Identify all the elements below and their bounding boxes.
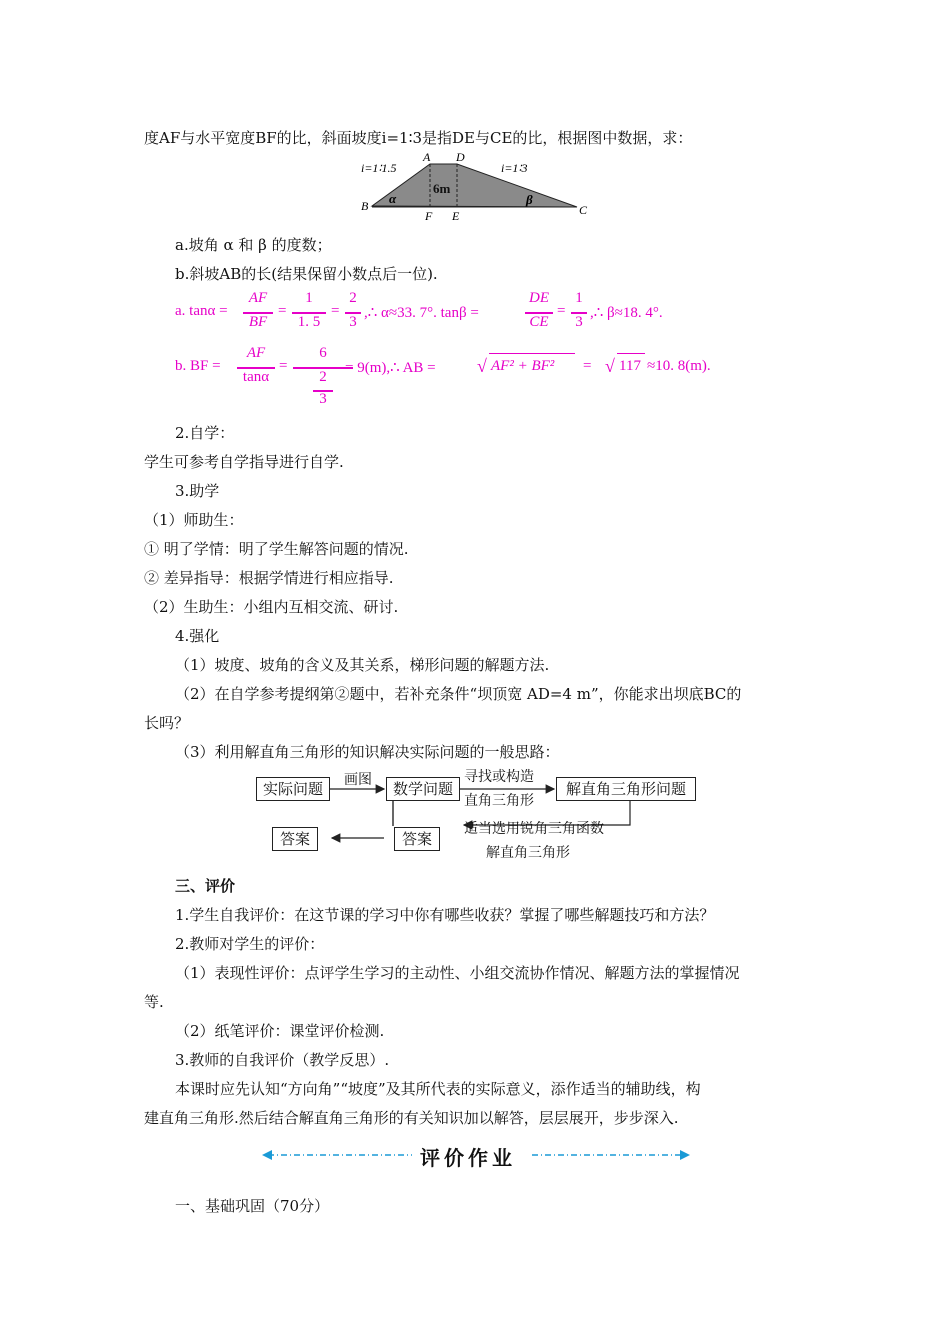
question-a: a.坡角 α 和 β 的度数； xyxy=(175,236,332,254)
step-2-heading: 2.自学： xyxy=(175,424,235,442)
label-height: 6m xyxy=(433,181,451,196)
label-b: B xyxy=(361,199,369,213)
dam-cross-section-diagram xyxy=(355,150,595,222)
sqrt-117: 117 xyxy=(619,358,641,374)
flowchart xyxy=(250,768,710,861)
answer-a-prefix: a. tanα = xyxy=(175,303,228,319)
label-slope-left: i=1∶1.5 xyxy=(361,161,397,175)
eval-item2a-line2: 等. xyxy=(144,993,164,1011)
eval-item2: 2.教师对学生的评价： xyxy=(175,935,325,953)
step-3-heading: 3.助学 xyxy=(175,482,220,500)
label-d: D xyxy=(456,150,465,164)
step-3-item1: ① 明了学情：明了学生解答问题的情况. xyxy=(144,540,409,558)
sqrt-af-bf: AF² + BF² xyxy=(491,358,555,374)
eval-item3: 3.教师的自我评价（教学反思）. xyxy=(175,1051,390,1069)
frac-ce: CE xyxy=(529,314,549,330)
label-find-construct: 寻找或构造 xyxy=(464,769,534,785)
answer-a-end: ,∴ β≈18. 4°. xyxy=(590,305,663,321)
label-draw: 画图 xyxy=(344,772,372,788)
eval-item2a-line1: （1）表现性评价：点评学生学习的主动性、小组交流协作情况、解题方法的掌握情况 xyxy=(175,964,740,982)
frac-1b: 1 xyxy=(575,290,583,306)
frac-bf: BF xyxy=(248,314,268,330)
summary-line2: 建直角三角形.然后结合解直角三角形的有关知识加以解答，层层展开，步步深入. xyxy=(144,1109,679,1127)
frac-6: 6 xyxy=(319,345,327,361)
summary-line1: 本课时应先认知“方向角”“坡度”及其所代表的实际意义，添作适当的辅助线，构 xyxy=(175,1080,701,1098)
label-f: F xyxy=(425,209,433,222)
label-c: C xyxy=(579,203,588,217)
homework-banner xyxy=(262,1140,690,1170)
label-beta: β xyxy=(526,192,533,207)
banner-title: 评价作业 xyxy=(420,1146,516,1170)
label-slope-right: i=1∶3 xyxy=(501,161,528,175)
frac-2: 2 xyxy=(349,290,357,306)
frac-tan: tanα xyxy=(242,369,270,385)
frac-b-af: AF xyxy=(246,345,266,361)
frac-af: AF xyxy=(248,290,268,306)
label-a: A xyxy=(423,150,431,164)
step-2-text: 学生可参考自学指导进行自学. xyxy=(144,453,344,471)
answer-b-prefix: b. BF = xyxy=(175,358,221,374)
eval-item2b: （2）纸笔评价：课堂评价检测. xyxy=(175,1022,385,1040)
homework-section-heading: 一、基础巩固（70分） xyxy=(175,1197,330,1215)
answer-a: a. tanα = AF BF = 1 1. 5 = 2 3 ,∴ α≈33. 7°. tanβ = DE CE = 1 3 ,∴ β≈18. 4°. xyxy=(175,290,663,330)
box-answer-left: 答案 xyxy=(272,827,318,851)
answer-b: b. BF = AF tanα = 6 2 3 = 9(m),∴ AB = √ AF² + BF² = √ 117 ≈10. 8(m). xyxy=(175,345,711,407)
answer-b-mid: = 9(m),∴ AB = xyxy=(345,360,436,376)
label-e: E xyxy=(452,209,460,222)
frac-15: 1. 5 xyxy=(297,314,321,330)
answer-a-mid: ,∴ α≈33. 7°. tanβ = xyxy=(364,305,479,321)
frac-inner-2: 2 xyxy=(319,369,327,385)
eval-item1: 1.学生自我评价：在这节课的学习中你有哪些收获？掌握了哪些解题技巧和方法？ xyxy=(175,906,715,924)
box-solve-right-triangle: 解直角三角形问题 xyxy=(556,777,696,801)
step-4-item3: （3）利用解直角三角形的知识解决实际问题的一般思路： xyxy=(175,743,560,761)
step-4-heading: 4.强化 xyxy=(175,627,220,645)
step-3-sub1: （1）师助生： xyxy=(144,511,244,529)
label-alpha: α xyxy=(389,191,397,206)
intro-line: 度AF与水平宽度BF的比，斜面坡度i=1∶3是指DE与CE的比，根据图中数据，求： xyxy=(144,129,693,147)
step-4-item2-line1: （2）在自学参考提纲第②题中，若补充条件“坝顶宽 AD=4 m”，你能求出坝底BC的 xyxy=(175,685,742,703)
box-real-problem: 实际问题 xyxy=(256,777,330,801)
label-right-triangle: 直角三角形 xyxy=(464,793,534,809)
box-answer-mid: 答案 xyxy=(394,827,440,851)
label-choose-function: 适当选用锐角三角函数 xyxy=(464,821,604,837)
step-4-item1: （1）坡度、坡角的含义及其关系，梯形问题的解题方法. xyxy=(175,656,550,674)
answer-b-end: ≈10. 8(m). xyxy=(647,358,711,374)
question-b: b.斜坡AB的长(结果保留小数点后一位). xyxy=(175,265,438,283)
step-4-item2-line2: 长吗？ xyxy=(144,714,190,732)
frac-de: DE xyxy=(529,290,549,306)
label-solve-triangle: 解直角三角形 xyxy=(486,845,570,861)
frac-inner-3: 3 xyxy=(319,391,327,407)
frac-1: 1 xyxy=(305,290,313,306)
step-3-sub2: （2）生助生：小组内互相交流、研讨. xyxy=(144,598,399,616)
frac-3b: 3 xyxy=(575,314,583,330)
step-3-item2: ② 差异指导：根据学情进行相应指导. xyxy=(144,569,394,587)
box-math-problem: 数学问题 xyxy=(386,777,460,801)
answer-b-eq: = xyxy=(583,358,592,374)
dam-trapezoid xyxy=(372,164,577,207)
frac-3: 3 xyxy=(349,314,357,330)
section-three-heading: 三、评价 xyxy=(175,877,236,895)
